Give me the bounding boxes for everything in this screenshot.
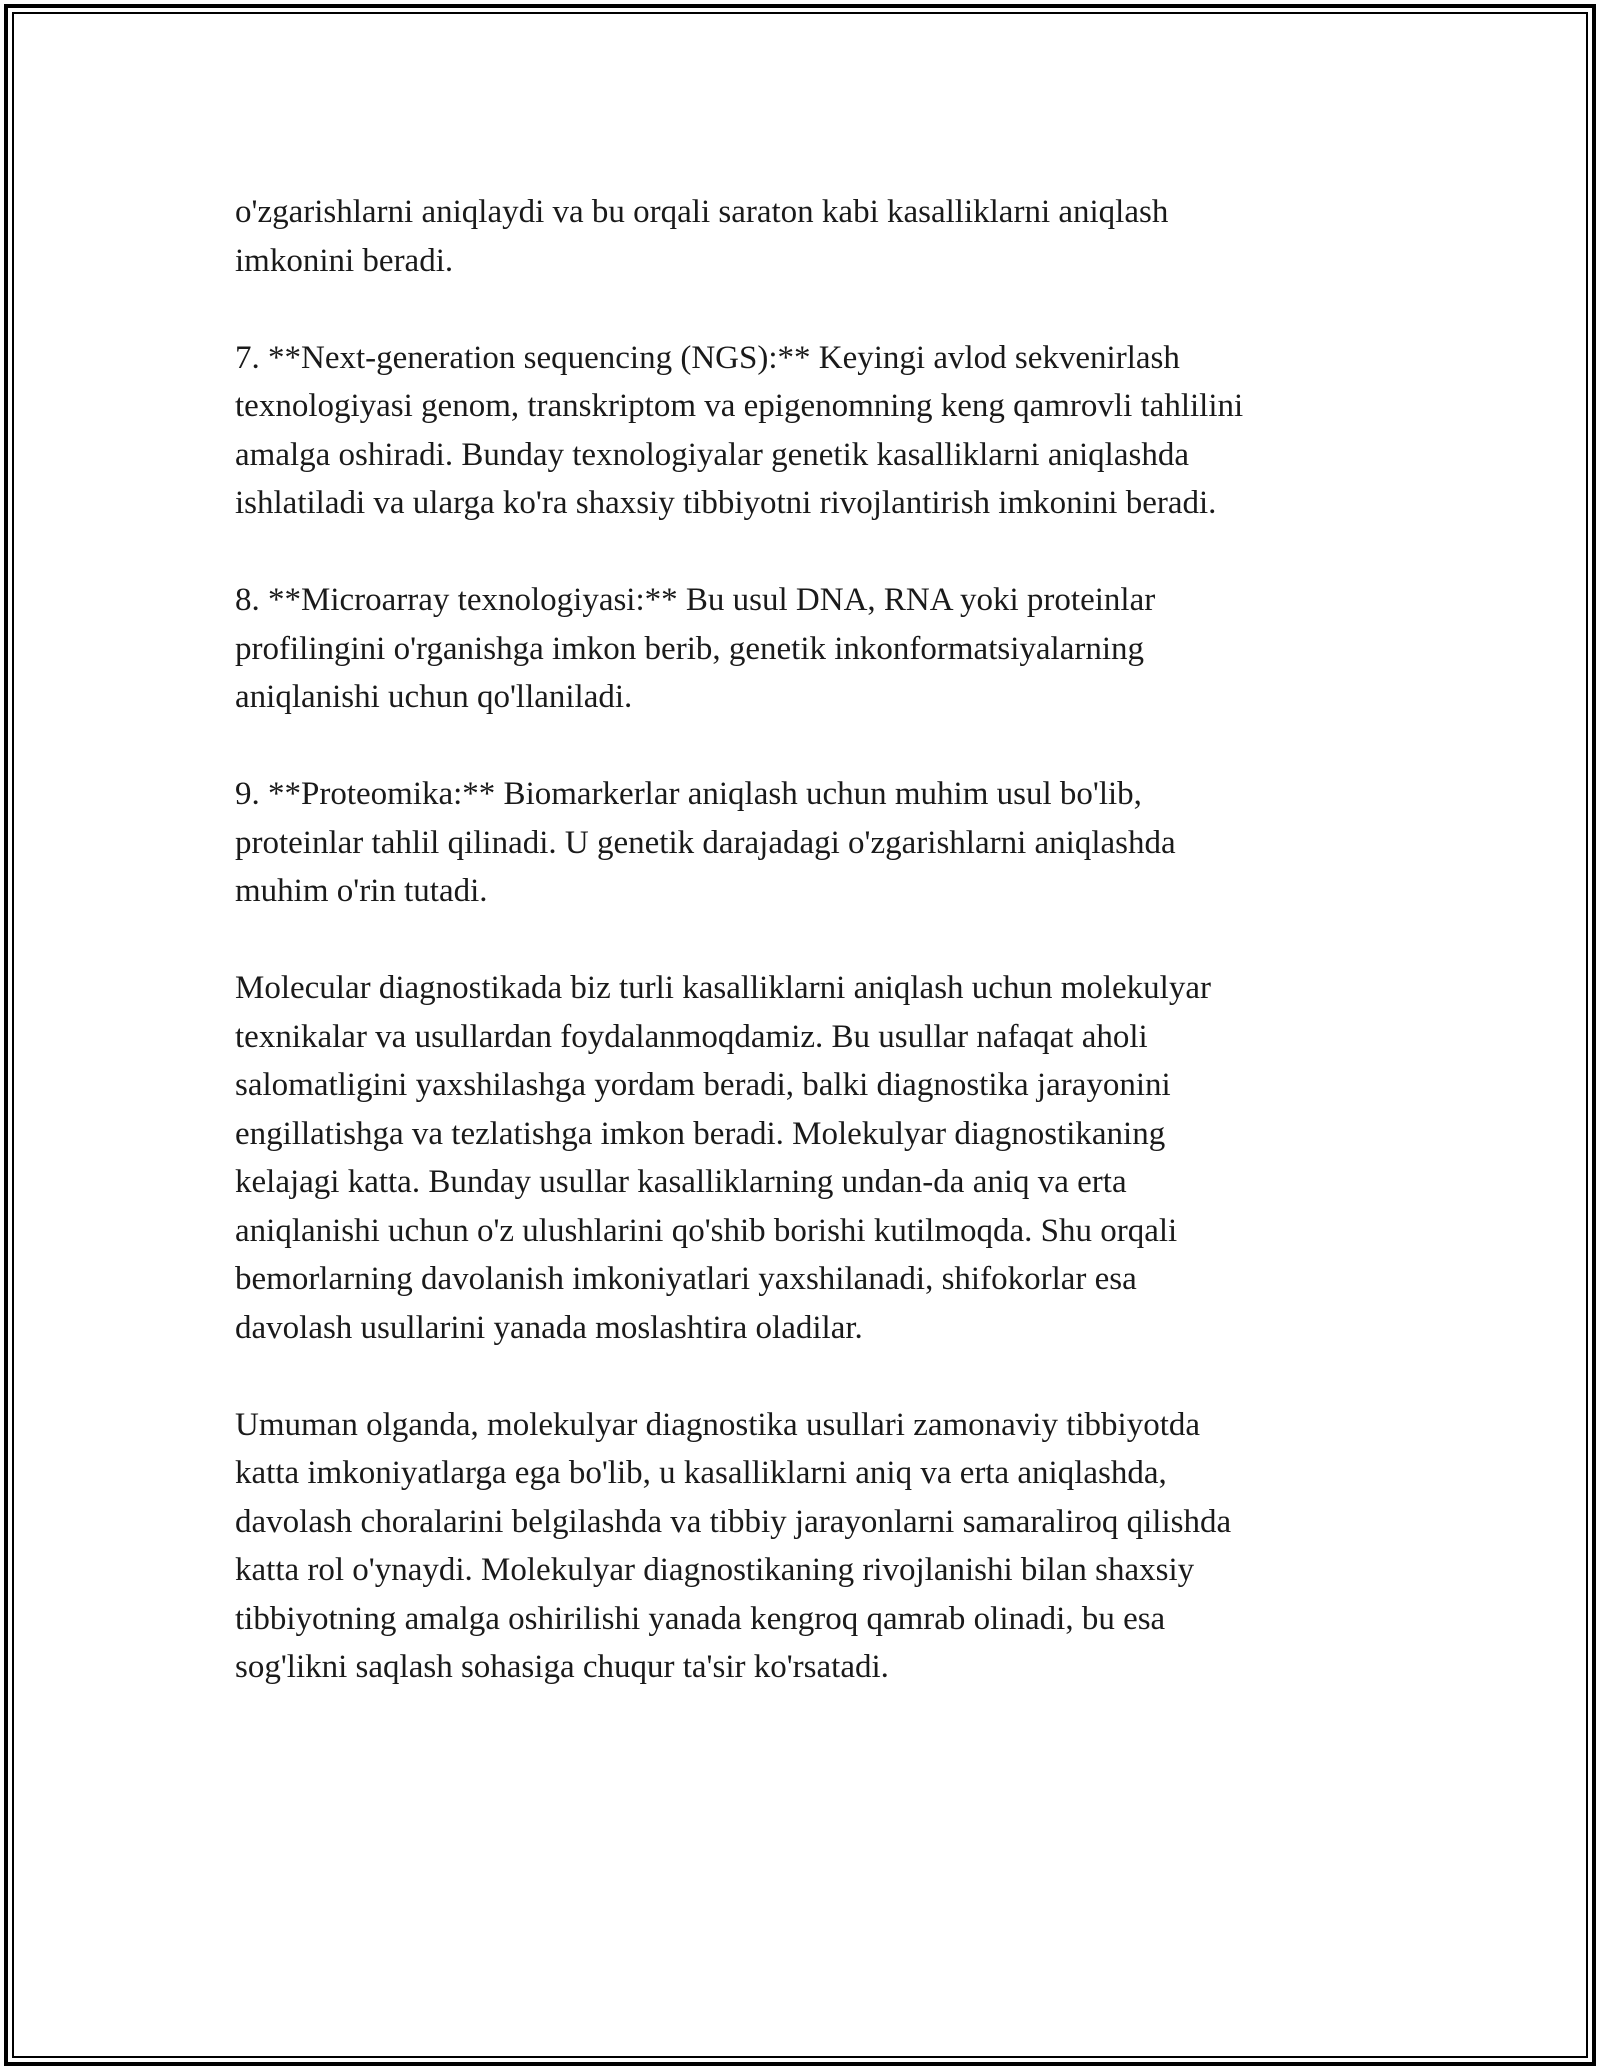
paragraph-continuation: o'zgarishlarni aniqlaydi va bu orqali saraton kabi kasalliklarni aniqlash imkonini beradi.: [235, 194, 1169, 279]
document-body: [235, 188, 1375, 1740]
paragraph-conclusion: Umuman olganda, molekulyar diagnostika usullari zamonaviy tibbiyotda katta imkoniyatlarga ega bo'lib, u kasalliklarni aniq va erta aniqlashda, davolash choralarini belgilashda va tibbiy jarayonlarni samaraliroq qilishda katta rol o'ynaydi. Molekulyar diagnostikaning rivojlanishi bilan shaxsiy tibbiyotning amalga oshirilishi yanada kengroq qamrab olinadi, bu esa sog'likni saqlash sohasiga chuqur ta'sir ko'rsatadi.: [235, 1406, 1232, 1685]
paragraph-item-9-proteomika: 9. **Proteomika:** Biomarkerlar aniqlash uchun muhim usul bo'lib, proteinlar tahlil qilinadi. U genetik darajadagi o'zgarishlarni aniqlashda muhim o'rin tutadi.: [235, 776, 1176, 909]
paragraph-item-7-ngs: 7. **Next-generation sequencing (NGS):** Keyingi avlod sekvenirlash texnologiyasi genom, transkriptom va epigenomning keng qamrovli tahlilini amalga oshiradi. Bunday texnologiyalar genetik kasalliklarni aniqlashda ishlatiladi va ularga ko'ra shaxsiy tibbiyotni rivojlantirish imkonini beradi.: [235, 339, 1244, 521]
paragraph-item-8-microarray: 8. **Microarray texnologiyasi:** Bu usul DNA, RNA yoki proteinlar profilingini o'rganishga imkon berib, genetik inkonformatsiyalarning aniqlanishi uchun qo'llaniladi.: [235, 582, 1156, 715]
paragraph-summary: Molecular diagnostikada biz turli kasalliklarni aniqlash uchun molekulyar texnikalar va usullardan foydalanmoqdamiz. Bu usullar nafaqat aholi salomatligini yaxshilashga yordam beradi, balki diagnostika jarayonini engillatishga va tezlatishga imkon beradi. Molekulyar diagnostikaning kelajagi katta. Bunday usullar kasalliklarning undan-da aniq va erta aniqlanishi uchun o'z ulushlarini qo'shib borishi kutilmoqda. Shu orqali bemorlarning davolanish imkoniyatlari yaxshilanadi, shifokorlar esa davolash usullarini yanada moslashtira oladilar.: [235, 970, 1211, 1346]
